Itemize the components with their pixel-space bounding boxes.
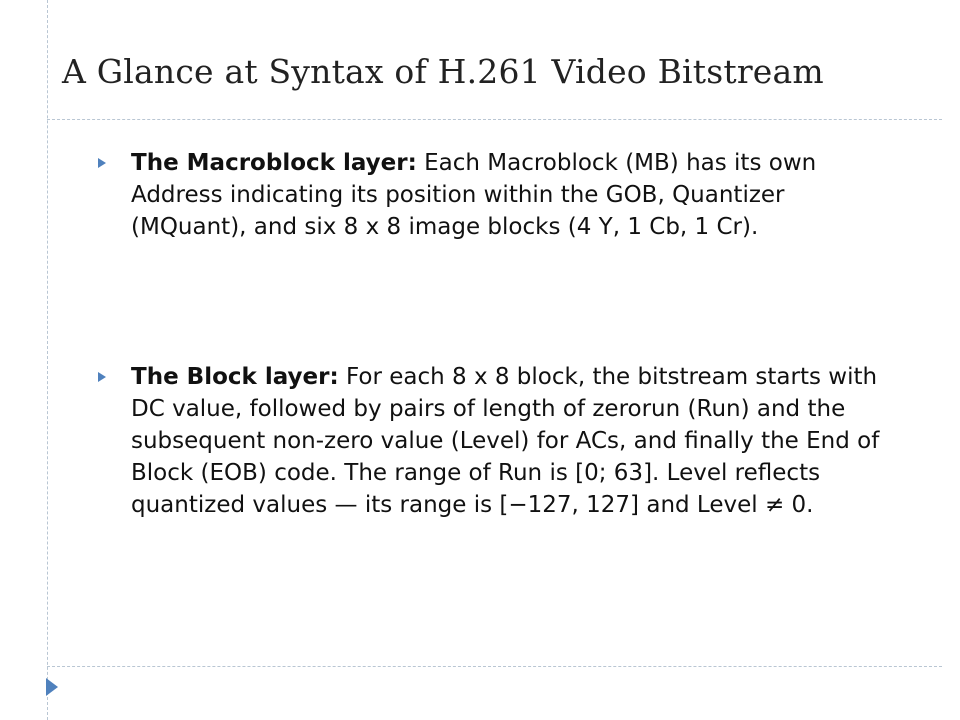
bullet-block-layer (98, 361, 898, 521)
bullet-description: For each 8 x 8 block, the bitstream starts with DC value, followed by pairs of length of zerorun (Run) and the subsequent non-zero value (Level) for ACs, and finally the End of Block (EOB) code. The range of Run is [0; 63]. Level reflects quantized values — its range is [−127, 127] and Level ≠ 0. (131, 364, 880, 518)
triangle-bullet-icon (98, 372, 106, 382)
title-divider-line (47, 119, 942, 120)
navigation-arrow-icon[interactable] (46, 678, 58, 696)
slide-title: A Glance at Syntax of H.261 Video Bitstream (62, 52, 824, 91)
footer-divider-line (47, 666, 942, 667)
bullet-macroblock-layer (98, 147, 898, 243)
bullet-term: The Macroblock layer: (131, 150, 417, 176)
left-dashed-guide-line (47, 0, 48, 720)
bullet-text (131, 361, 898, 521)
bullet-term: The Block layer: (131, 364, 339, 390)
triangle-bullet-icon (98, 158, 106, 168)
bullet-text (131, 147, 898, 243)
bullet-description: Each Macroblock (MB) has its own Address indicating its position within the GOB, Quantizer (MQuant), and six 8 x 8 image blocks (4 Y, 1 Cb, 1 Cr). (131, 150, 817, 240)
